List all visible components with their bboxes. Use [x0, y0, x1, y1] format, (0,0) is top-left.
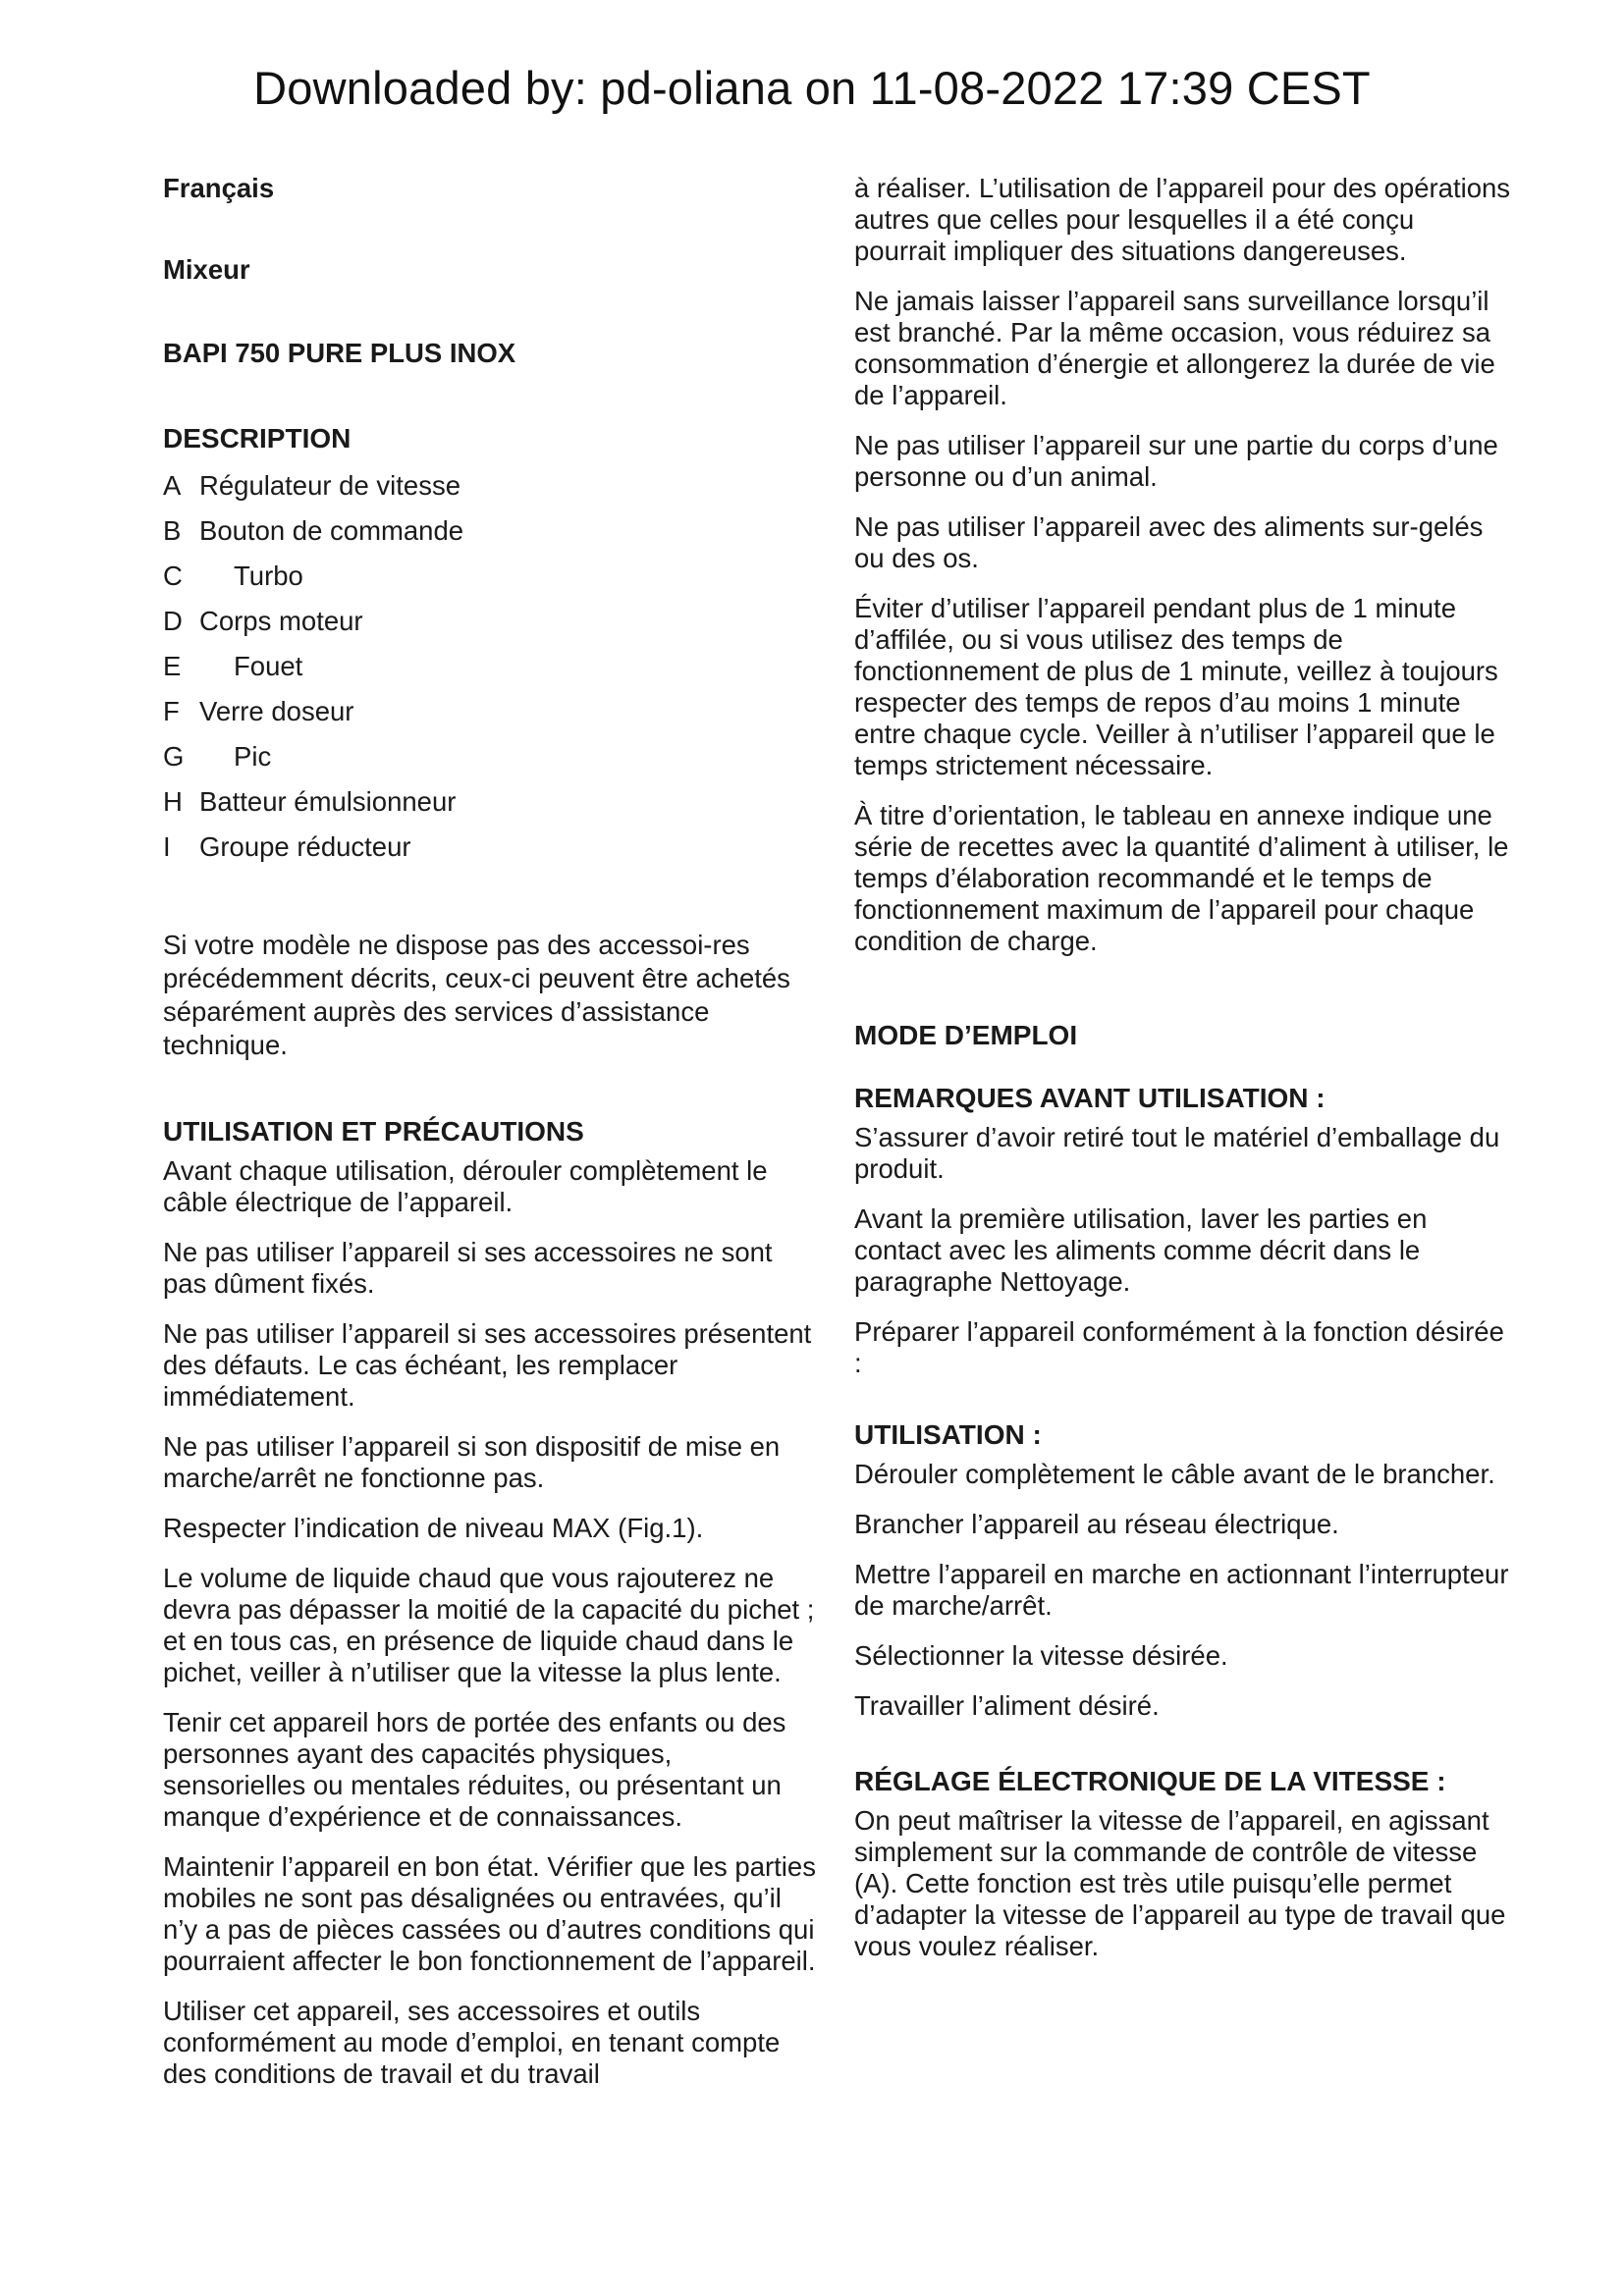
item-label: Corps moteur: [199, 606, 363, 636]
item-label: Fouet: [234, 651, 303, 681]
list-item: [163, 825, 821, 870]
usage-paragraph-continued: Ne pas utiliser l’appareil sur une partie du corps d’une personne ou d’un animal.: [854, 430, 1498, 492]
list-item: [163, 599, 821, 644]
usage-paragraph-continued: À titre d’orientation, le tableau en annexe indique une série de recettes avec la quantité d’aliment à utiliser, le temps d’élaboration recommandé et le temps de fonctionnement maximum de l’appareil pour chaque condition de charge.: [854, 800, 1509, 956]
list-item: [163, 554, 821, 599]
usage-paragraph-continued: Ne pas utiliser l’appareil avec des aliments sur-gelés ou des os.: [854, 511, 1484, 573]
item-letter: E: [163, 651, 182, 681]
usage-paragraph: Ne pas utiliser l’appareil si ses accessoires ne sont pas dûment fixés.: [163, 1237, 773, 1299]
item-letter: C: [163, 561, 183, 591]
description-list: [163, 463, 821, 870]
accessories-note: Si votre modèle ne dispose pas des accessoi-res précédemment décrits, ceux-ci peuvent être achetés séparément auprès des services d’assistance technique.: [163, 930, 790, 1060]
usage-paragraph-continued: à réaliser. L’utilisation de l’appareil pour des opérations autres que celles pour lesquelles il a été conçu pourrait impliquer des situations dangereuses.: [854, 173, 1511, 266]
utilisation-paragraph: Travailler l’aliment désiré.: [854, 1690, 1160, 1721]
list-item: [163, 689, 821, 734]
item-letter: F: [163, 696, 180, 726]
model-name: BAPI 750 PURE PLUS INOX: [163, 338, 516, 368]
remarks-paragraph: Avant la première utilisation, laver les parties en contact avec les aliments comme décrit dans le paragraphe Nettoyage.: [854, 1203, 1428, 1297]
usage-paragraph: Maintenir l’appareil en bon état. Vérifier que les parties mobiles ne sont pas désalignées ou entravées, qu’il n’y a pas de pièces cassées ou d’autres conditions qui pourraient affecter le bon fonctionnement de l’appareil.: [163, 1851, 816, 1976]
speed-paragraph: On peut maîtriser la vitesse de l’appareil, en agissant simplement sur la commande de contrôle de vitesse (A). Cette fonction est très utile puisqu’elle permet d’adapter la vitesse de l’appareil au type de travail que vous voulez réaliser.: [854, 1805, 1506, 1961]
item-label: Groupe réducteur: [199, 831, 411, 862]
usage-paragraph: Utiliser cet appareil, ses accessoires et outils conformément au mode d’emploi, en tenant compte des conditions de travail et du travail: [163, 1996, 781, 2089]
usage-paragraph: Ne pas utiliser l’appareil si son dispositif de mise en marche/arrêt ne fonctionne pas.: [163, 1431, 781, 1493]
list-item: [163, 644, 821, 689]
language-label: Français: [163, 173, 275, 203]
utilisation-paragraph: Mettre l’appareil en marche en actionnant l’interrupteur de marche/arrêt.: [854, 1559, 1509, 1621]
list-item: [163, 779, 821, 825]
usage-paragraph: Respecter l’indication de niveau MAX (Fig.1).: [163, 1513, 704, 1543]
item-letter: A: [163, 470, 182, 501]
usage-paragraph-continued: Éviter d’utiliser l’appareil pendant plus de 1 minute d’affilée, ou si vous utilisez des temps de fonctionnement de plus de 1 minute, veillez à toujours respecter des temps de repos d’au moins 1 minute entre chaque cycle. Veiller à n’utiliser l’appareil que le temps strictement nécessaire.: [854, 593, 1498, 780]
download-notice: Downloaded by: pd-oliana on 11-08-2022 17:39 CEST: [253, 62, 1371, 114]
item-label: Turbo: [234, 561, 303, 591]
list-item: [163, 463, 821, 508]
left-column: [163, 173, 821, 2090]
instructions-heading: MODE D’EMPLOI: [854, 1020, 1078, 1050]
item-letter: I: [163, 831, 171, 862]
item-label: Régulateur de vitesse: [199, 470, 460, 501]
usage-paragraph: Ne pas utiliser l’appareil si ses accessoires présentent des défauts. Le cas échéant, les remplacer immédiatement.: [163, 1318, 812, 1412]
item-letter: B: [163, 515, 182, 546]
item-label: Bouton de commande: [199, 515, 464, 546]
list-item: [163, 734, 821, 779]
usage-paragraph-continued: Ne jamais laisser l’appareil sans surveillance lorsqu’il est branché. Par la même occasion, vous réduirez sa consommation d’énergie et allongerez la durée de vie de l’appareil.: [854, 286, 1495, 410]
item-letter: H: [163, 786, 183, 817]
item-label: Verre doseur: [199, 696, 354, 726]
item-label: Pic: [234, 741, 272, 772]
utilisation-paragraph: Sélectionner la vitesse désirée.: [854, 1640, 1228, 1671]
utilisation-paragraph: Brancher l’appareil au réseau électrique.: [854, 1509, 1339, 1539]
usage-paragraph: Le volume de liquide chaud que vous rajouterez ne devra pas dépasser la moitié de la capacité du pichet ; et en tous cas, en présence de liquide chaud dans le pichet, veiller à n’utiliser que la vitesse la plus lente.: [163, 1563, 815, 1687]
usage-heading: UTILISATION ET PRÉCAUTIONS: [163, 1116, 584, 1147]
remarks-heading: REMARQUES AVANT UTILISATION :: [854, 1083, 1326, 1113]
list-item: [163, 508, 821, 554]
usage-paragraph: Tenir cet appareil hors de portée des enfants ou des personnes ayant des capacités physiques, sensorielles ou mentales réduites, ou présentant un manque d’expérience et de connaissances.: [163, 1707, 786, 1832]
description-heading: DESCRIPTION: [163, 423, 352, 454]
item-letter: G: [163, 741, 185, 772]
item-label: Batteur émulsionneur: [199, 786, 457, 817]
product-type: Mixeur: [163, 254, 250, 285]
speed-heading: RÉGLAGE ÉLECTRONIQUE DE LA VITESSE :: [854, 1766, 1446, 1796]
utilisation-heading: UTILISATION :: [854, 1419, 1042, 1450]
item-letter: D: [163, 606, 183, 636]
right-column: [854, 173, 1512, 1962]
remarks-paragraph: Préparer l’appareil conformément à la fonction désirée :: [854, 1316, 1504, 1378]
utilisation-paragraph: Dérouler complètement le câble avant de le brancher.: [854, 1459, 1495, 1489]
remarks-paragraph: S’assurer d’avoir retiré tout le matériel d’emballage du produit.: [854, 1122, 1500, 1184]
usage-paragraph: Avant chaque utilisation, dérouler complètement le câble électrique de l’appareil.: [163, 1155, 768, 1217]
